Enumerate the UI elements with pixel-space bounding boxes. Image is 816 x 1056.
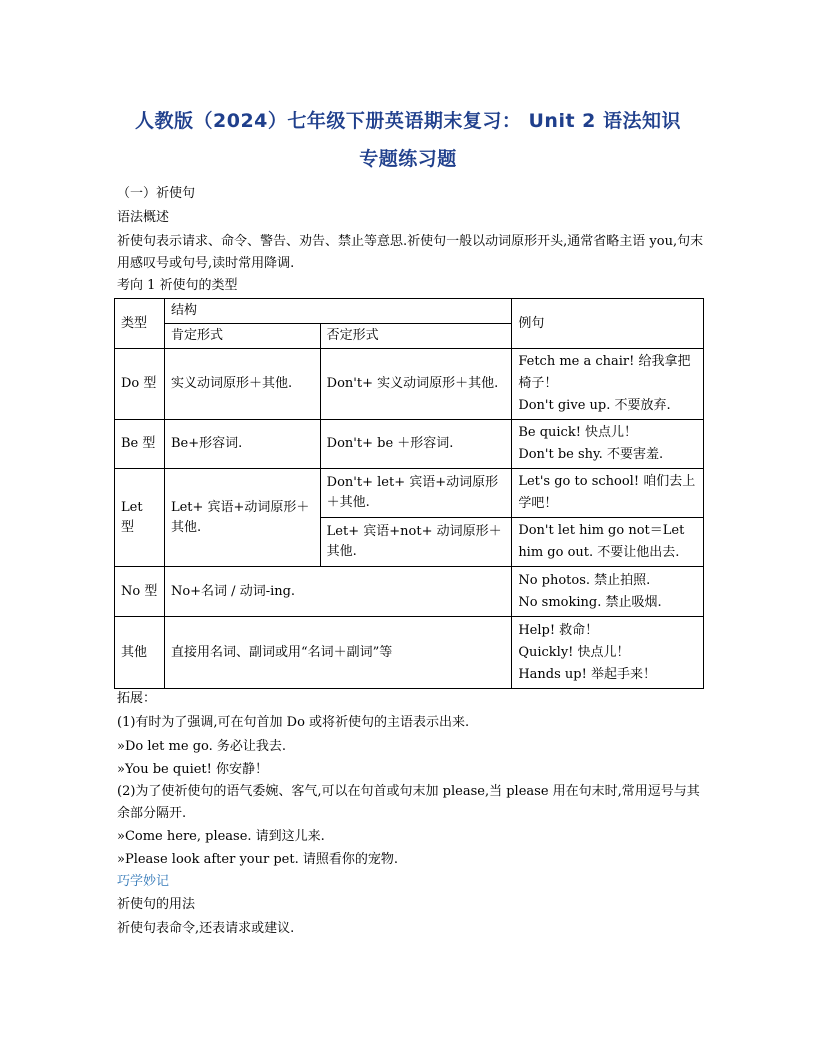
- row-affirmative: Be+形容词.: [164, 420, 320, 469]
- table-header-row: [115, 299, 704, 324]
- point-label: 考向 1 祈使句的类型: [117, 278, 238, 293]
- overview-text: 祈使句表示请求、命令、警告、劝告、禁止等意思.祈使句一般以动词原形开头,通常省略主语 you,句末用感叹号或句号,读时常用降调.: [117, 234, 704, 271]
- extension-point-1: (1)有时为了强调,可在句首加 Do 或将祈使句的主语表示出来.: [117, 715, 470, 730]
- row-negative: Don't+ be ＋形容词.: [320, 420, 512, 469]
- row-examples: [512, 469, 704, 518]
- row-examples: [512, 420, 704, 469]
- row-examples: [512, 349, 704, 420]
- row-type: Let 型: [115, 469, 165, 567]
- extension-example: »Do let me go. 务必让我去.: [117, 739, 287, 754]
- table-row: [115, 469, 704, 518]
- example-sentence: Hands up! 举起手来！: [518, 666, 656, 682]
- document-title-line-2: 专题练习题: [359, 148, 457, 170]
- table-row: [115, 349, 704, 420]
- example-sentence: Don't be shy. 不要害羞.: [518, 447, 664, 462]
- row-negative: Let+ 宾语+not+ 动词原形＋其他.: [320, 518, 512, 567]
- table-row: [115, 617, 704, 689]
- example-sentence: No smoking. 禁止吸烟.: [518, 594, 662, 610]
- row-examples: [512, 567, 704, 617]
- memory-tip-line: 祈使句的用法: [117, 897, 196, 912]
- header-structure: 结构: [164, 299, 511, 324]
- example-sentence: Fetch me a chair! 给我拿把椅子！: [518, 354, 691, 391]
- section-heading: （一）祈使句: [117, 186, 196, 201]
- example-sentence: Be quick! 快点儿！: [518, 425, 638, 440]
- row-examples: [512, 518, 704, 567]
- extension-point-2: (2)为了使祈使句的语气委婉、客气,可以在句首或句末加 please,当 please 用在句末时,常用逗号与其余部分隔开.: [117, 784, 700, 821]
- example-sentence: Let's go to school! 咱们去上学吧！: [518, 474, 696, 511]
- header-affirmative: 肯定形式: [164, 324, 320, 349]
- table-row: [115, 420, 704, 469]
- example-sentence: Don't give up. 不要放弃.: [518, 398, 671, 413]
- table-row: [115, 567, 704, 617]
- memory-tip-line: 祈使句表命令,还表请求或建议.: [117, 921, 295, 936]
- header-example: 例句: [512, 299, 704, 349]
- row-negative: Don't+ let+ 宾语+动词原形＋其他.: [320, 469, 512, 518]
- document-title-line-1: 人教版（2024）七年级下册英语期末复习： Unit 2 语法知识: [135, 110, 681, 132]
- overview-label: 语法概述: [117, 210, 170, 225]
- extension-example: »Come here, please. 请到这儿来.: [117, 829, 325, 844]
- row-negative: Don't+ 实义动词原形＋其他.: [320, 349, 512, 420]
- row-structure: No+名词 / 动词-ing.: [164, 567, 511, 617]
- extension-example: »Please look after your pet. 请照看你的宠物.: [117, 852, 398, 867]
- row-affirmative: 实义动词原形＋其他.: [164, 349, 320, 420]
- row-type: 其他: [115, 617, 165, 689]
- example-sentence: Help! 救命！: [518, 622, 599, 638]
- extension-example: »You be quiet! 你安静！: [117, 762, 269, 777]
- row-structure: 直接用名词、副词或用“名词＋副词”等: [164, 617, 511, 689]
- header-negative: 否定形式: [320, 324, 512, 349]
- example-sentence: Quickly! 快点儿！: [518, 644, 630, 660]
- row-type: No 型: [115, 567, 165, 617]
- row-examples: [512, 617, 704, 689]
- header-type: 类型: [115, 299, 165, 349]
- row-type: Be 型: [115, 420, 165, 469]
- example-sentence: No photos. 禁止拍照.: [518, 572, 651, 588]
- memory-tip-label: 巧学妙记: [117, 874, 170, 889]
- row-affirmative: Let+ 宾语+动词原形＋其他.: [164, 469, 320, 567]
- imperative-types-table: [114, 298, 704, 689]
- extension-label: 拓展：: [117, 691, 157, 706]
- row-type: Do 型: [115, 349, 165, 420]
- example-sentence: Don't let him go not＝Let him go out. 不要让他出去.: [518, 523, 685, 560]
